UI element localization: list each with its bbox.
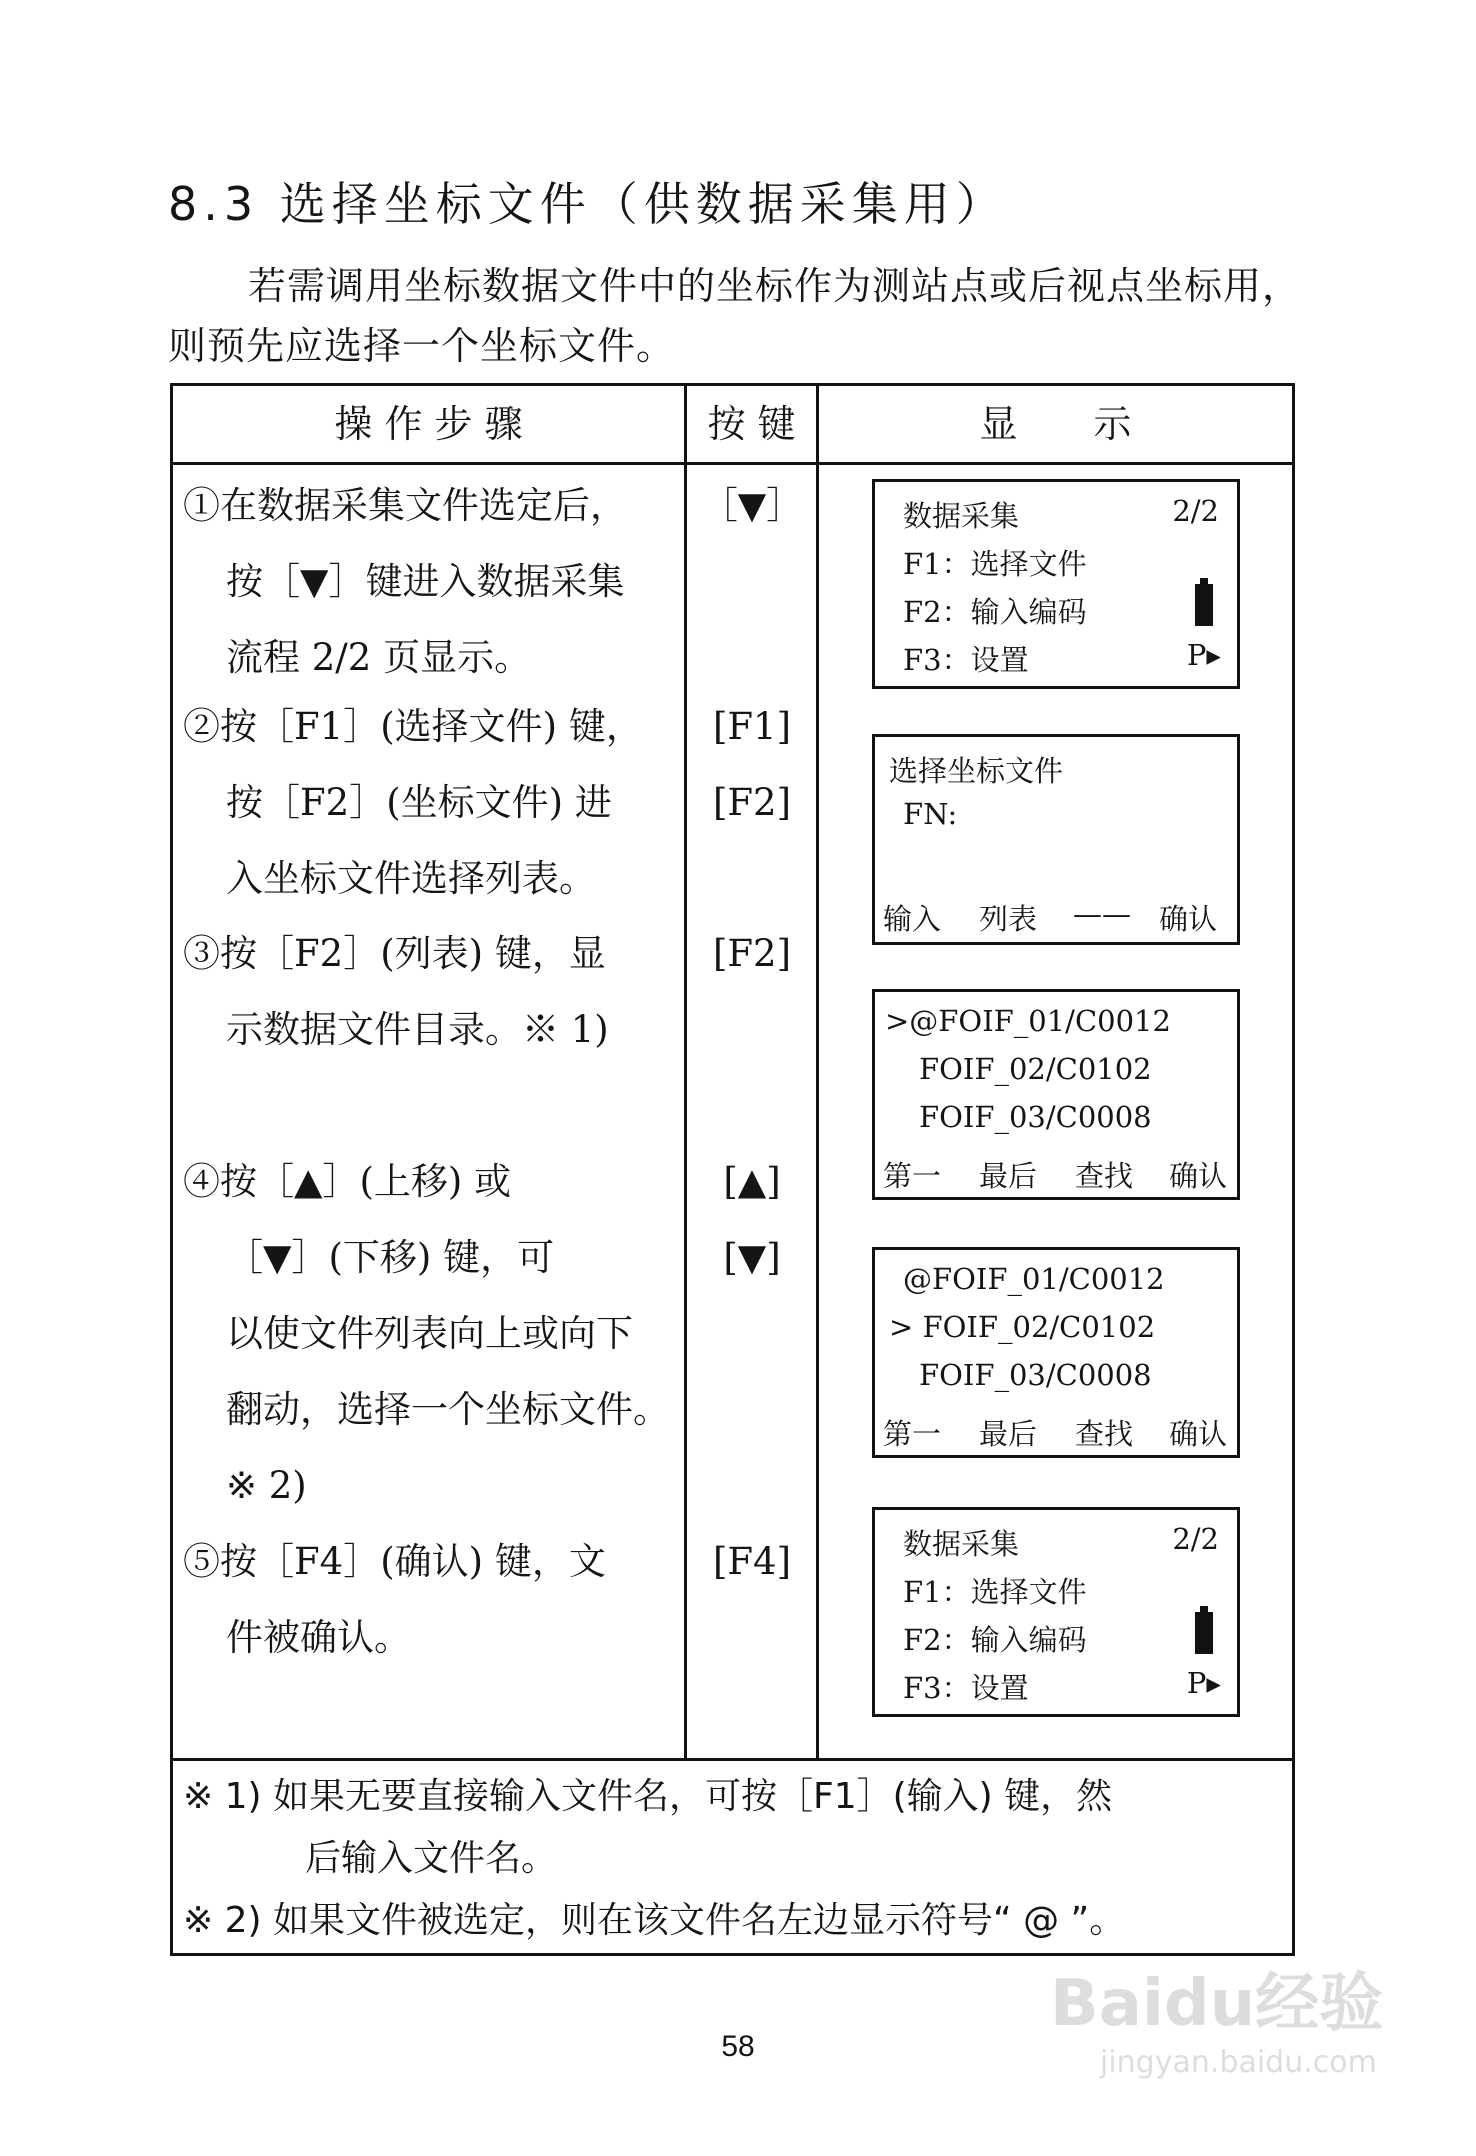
footnote-1-cont: 后输入文件名。: [305, 1838, 558, 1879]
intro-paragraph: 若需调用坐标数据文件中的坐标作为测站点或后视点坐标用，则预先应选择一个坐标文件。: [168, 264, 1302, 368]
lcd-line: F1：选择文件: [903, 547, 1087, 581]
footnote-1: ※ 1) 如果无要直接输入文件名，可按［F1］(输入) 键，然: [183, 1776, 1113, 1817]
step-line: ④按［▲］(上移) 或: [183, 1160, 512, 1203]
lcd-display-file-list-selected: [872, 1247, 1240, 1458]
lcd-line: >@FOIF_01/C0012: [885, 1004, 1171, 1038]
key-f1: [F1]: [712, 705, 792, 748]
lcd-line: F2：输入编码: [903, 1623, 1087, 1657]
footnote-2: ※ 2) 如果文件被选定，则在该文件名左边显示符号“ @ ”。: [183, 1900, 1126, 1941]
step-line: 翻动，选择一个坐标文件。: [226, 1388, 670, 1431]
key-f2: [F2]: [712, 781, 792, 824]
lcd-display-data-collection-confirmed: [872, 1507, 1240, 1717]
step-line: ①在数据采集文件选定后，: [183, 484, 627, 527]
key-down: [▼]: [723, 1236, 781, 1279]
lcd-line: F2：输入编码: [903, 595, 1087, 629]
lcd-softkey: 最后: [979, 1159, 1038, 1193]
lcd-title: 数据采集: [903, 1527, 1020, 1561]
lcd-softkey: 确认: [1169, 1417, 1228, 1451]
step-line: 按［▼］键进入数据采集: [226, 560, 625, 603]
lcd-softkey: 查找: [1075, 1417, 1134, 1451]
lcd-line: FOIF_02/C0102: [919, 1052, 1152, 1086]
lcd-line: @FOIF_01/C0012: [903, 1262, 1165, 1296]
operation-table: [170, 383, 1295, 1956]
lcd-line: F3：设置: [903, 1671, 1029, 1705]
lcd-softkey: 第一: [883, 1159, 942, 1193]
lcd-softkey: 第一: [883, 1417, 942, 1451]
key-down: ［▼］: [700, 484, 804, 527]
step-line: 以使文件列表向上或向下: [226, 1312, 633, 1355]
step-line: ⑤按［F4］(确认) 键，文: [183, 1540, 606, 1583]
lcd-title: 数据采集: [903, 499, 1020, 533]
lcd-line: > FOIF_02/C0102: [889, 1310, 1156, 1344]
lcd-softkey: 输入: [883, 902, 942, 936]
lcd-softkey: 确认: [1169, 1159, 1228, 1193]
header-steps: 操 作 步 骤: [334, 402, 523, 446]
lcd-field: FN:: [903, 797, 958, 831]
step-line: ［▼］(下移) 键，可: [226, 1236, 555, 1279]
lcd-softkey: 查找: [1075, 1159, 1134, 1193]
lcd-display-data-collection: [872, 479, 1240, 689]
lcd-softkey: 最后: [979, 1417, 1038, 1451]
step-line: 件被确认。: [226, 1616, 411, 1659]
header-keys: 按 键: [707, 402, 796, 446]
header-display: 显 示: [979, 402, 1132, 446]
lcd-display-select-coord-file: [872, 734, 1240, 945]
key-f2: [F2]: [712, 932, 792, 975]
lcd-line: FOIF_03/C0008: [919, 1100, 1152, 1134]
step-line: 入坐标文件选择列表。: [226, 857, 596, 900]
lcd-corner: P▸: [1186, 1666, 1221, 1700]
baidu-jingyan-watermark: [1040, 1940, 1400, 2090]
lcd-line: FOIF_03/C0008: [919, 1358, 1152, 1392]
step-line: ※ 2): [226, 1464, 307, 1507]
notes-divider: [173, 1758, 1292, 1761]
step-line: 按［F2］(坐标文件) 进: [226, 781, 612, 824]
battery-icon: [1195, 584, 1213, 626]
watermark-brand: Baidu经验: [1050, 1967, 1384, 2041]
lcd-softkey: 列表: [979, 902, 1038, 936]
step-line: 流程 2/2 页显示。: [226, 636, 532, 679]
lcd-corner: P▸: [1186, 638, 1221, 672]
lcd-title: 选择坐标文件: [889, 754, 1064, 788]
lcd-softkey: 确认: [1159, 902, 1218, 936]
lcd-softkey: ——: [1073, 897, 1131, 931]
step-line: 示数据文件目录。※ 1): [226, 1008, 609, 1051]
key-f4: [F4]: [712, 1540, 792, 1583]
lcd-display-file-list: [872, 989, 1240, 1200]
lcd-line: F1：选择文件: [903, 1575, 1087, 1609]
watermark-url: jingyan.baidu.com: [1100, 2045, 1377, 2080]
key-up: [▲]: [723, 1160, 781, 1203]
lcd-page: 2/2: [1172, 494, 1219, 528]
battery-icon: [1195, 1612, 1213, 1654]
section-title: 8.3 选择坐标文件（供数据采集用）: [168, 177, 1008, 231]
lcd-page: 2/2: [1172, 1522, 1219, 1556]
step-line: ②按［F1］(选择文件) 键，: [183, 705, 643, 748]
page-number: 58: [721, 2030, 755, 2063]
header-divider: [173, 462, 1292, 465]
lcd-line: F3：设置: [903, 643, 1029, 677]
step-line: ③按［F2］(列表) 键，显: [183, 932, 606, 975]
